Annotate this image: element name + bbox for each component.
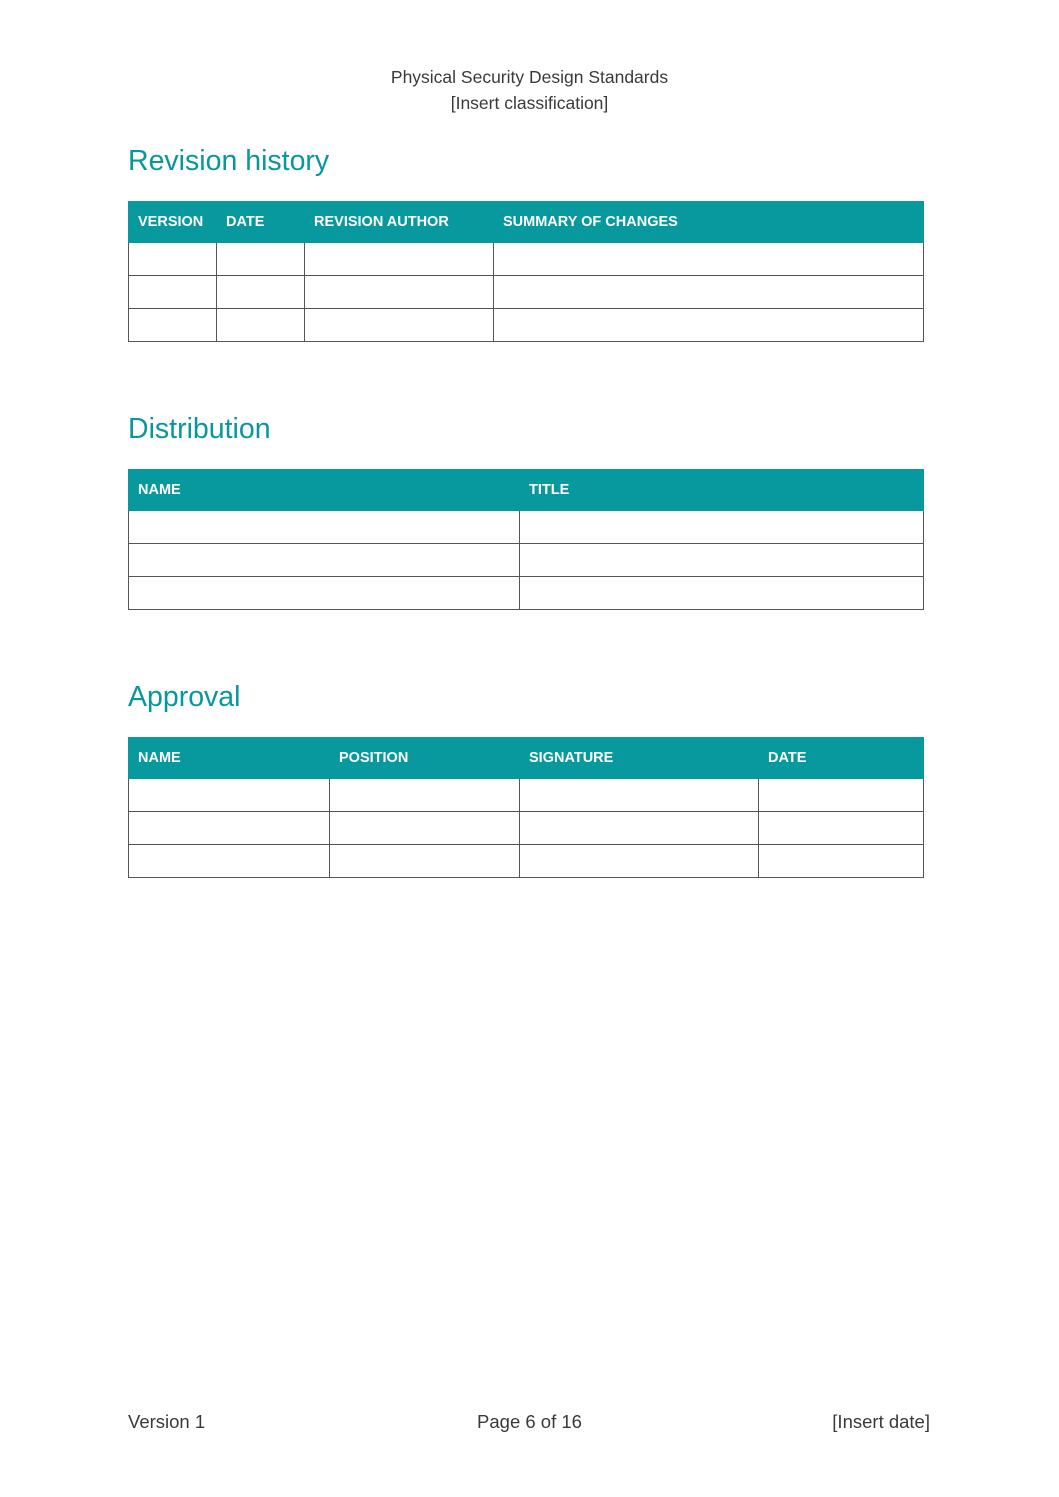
document-classification: [Insert classification] bbox=[450, 93, 609, 113]
table-cell[interactable] bbox=[129, 511, 520, 544]
table-header-row bbox=[129, 738, 924, 779]
table-row bbox=[129, 544, 924, 577]
page-header bbox=[0, 64, 1059, 116]
column-header-name: NAME bbox=[129, 470, 520, 511]
table-cell[interactable] bbox=[330, 845, 520, 878]
approval-heading: Approval bbox=[128, 681, 241, 713]
column-header-date: DATE bbox=[217, 202, 305, 243]
column-header-signature: SIGNATURE bbox=[520, 738, 759, 779]
table-cell[interactable] bbox=[520, 577, 924, 610]
table-header-row bbox=[129, 470, 924, 511]
table-cell[interactable] bbox=[129, 845, 330, 878]
table-row bbox=[129, 845, 924, 878]
table-cell[interactable] bbox=[520, 511, 924, 544]
table-cell[interactable] bbox=[494, 276, 924, 309]
table-cell[interactable] bbox=[129, 779, 330, 812]
table-cell[interactable] bbox=[759, 812, 924, 845]
table-cell[interactable] bbox=[494, 243, 924, 276]
table-cell[interactable] bbox=[520, 812, 759, 845]
table-cell[interactable] bbox=[759, 845, 924, 878]
approval-table bbox=[128, 737, 924, 878]
table-row bbox=[129, 577, 924, 610]
table-cell[interactable] bbox=[217, 309, 305, 342]
table-row bbox=[129, 511, 924, 544]
table-cell[interactable] bbox=[305, 276, 494, 309]
document-title: Physical Security Design Standards bbox=[390, 67, 669, 87]
table-row bbox=[129, 276, 924, 309]
revision-history-heading: Revision history bbox=[128, 145, 330, 177]
table-cell[interactable] bbox=[520, 544, 924, 577]
table-cell[interactable] bbox=[330, 812, 520, 845]
column-header-title: TITLE bbox=[520, 470, 924, 511]
table-cell[interactable] bbox=[305, 243, 494, 276]
column-header-summary-of-changes: SUMMARY OF CHANGES bbox=[494, 202, 924, 243]
table-row bbox=[129, 309, 924, 342]
table-cell[interactable] bbox=[330, 779, 520, 812]
table-row bbox=[129, 243, 924, 276]
table-cell[interactable] bbox=[129, 276, 217, 309]
column-header-version: VERSION bbox=[129, 202, 217, 243]
distribution-table bbox=[128, 469, 924, 610]
table-cell[interactable] bbox=[217, 276, 305, 309]
column-header-date: DATE bbox=[759, 738, 924, 779]
table-cell[interactable] bbox=[129, 309, 217, 342]
table-row bbox=[129, 779, 924, 812]
table-cell[interactable] bbox=[520, 779, 759, 812]
table-cell[interactable] bbox=[129, 812, 330, 845]
footer-page-number: Page 6 of 16 bbox=[477, 1411, 582, 1432]
column-header-position: POSITION bbox=[330, 738, 520, 779]
table-row bbox=[129, 812, 924, 845]
footer-date: [Insert date] bbox=[832, 1411, 930, 1432]
table-cell[interactable] bbox=[129, 243, 217, 276]
revision-history-table bbox=[128, 201, 924, 342]
table-cell[interactable] bbox=[759, 779, 924, 812]
table-cell[interactable] bbox=[129, 577, 520, 610]
column-header-name: NAME bbox=[129, 738, 330, 779]
table-header-row bbox=[129, 202, 924, 243]
table-cell[interactable] bbox=[217, 243, 305, 276]
distribution-heading: Distribution bbox=[128, 413, 271, 445]
column-header-revision-author: REVISION AUTHOR bbox=[305, 202, 494, 243]
table-cell[interactable] bbox=[494, 309, 924, 342]
footer-version: Version 1 bbox=[128, 1411, 206, 1432]
table-cell[interactable] bbox=[305, 309, 494, 342]
table-cell[interactable] bbox=[520, 845, 759, 878]
table-cell[interactable] bbox=[129, 544, 520, 577]
